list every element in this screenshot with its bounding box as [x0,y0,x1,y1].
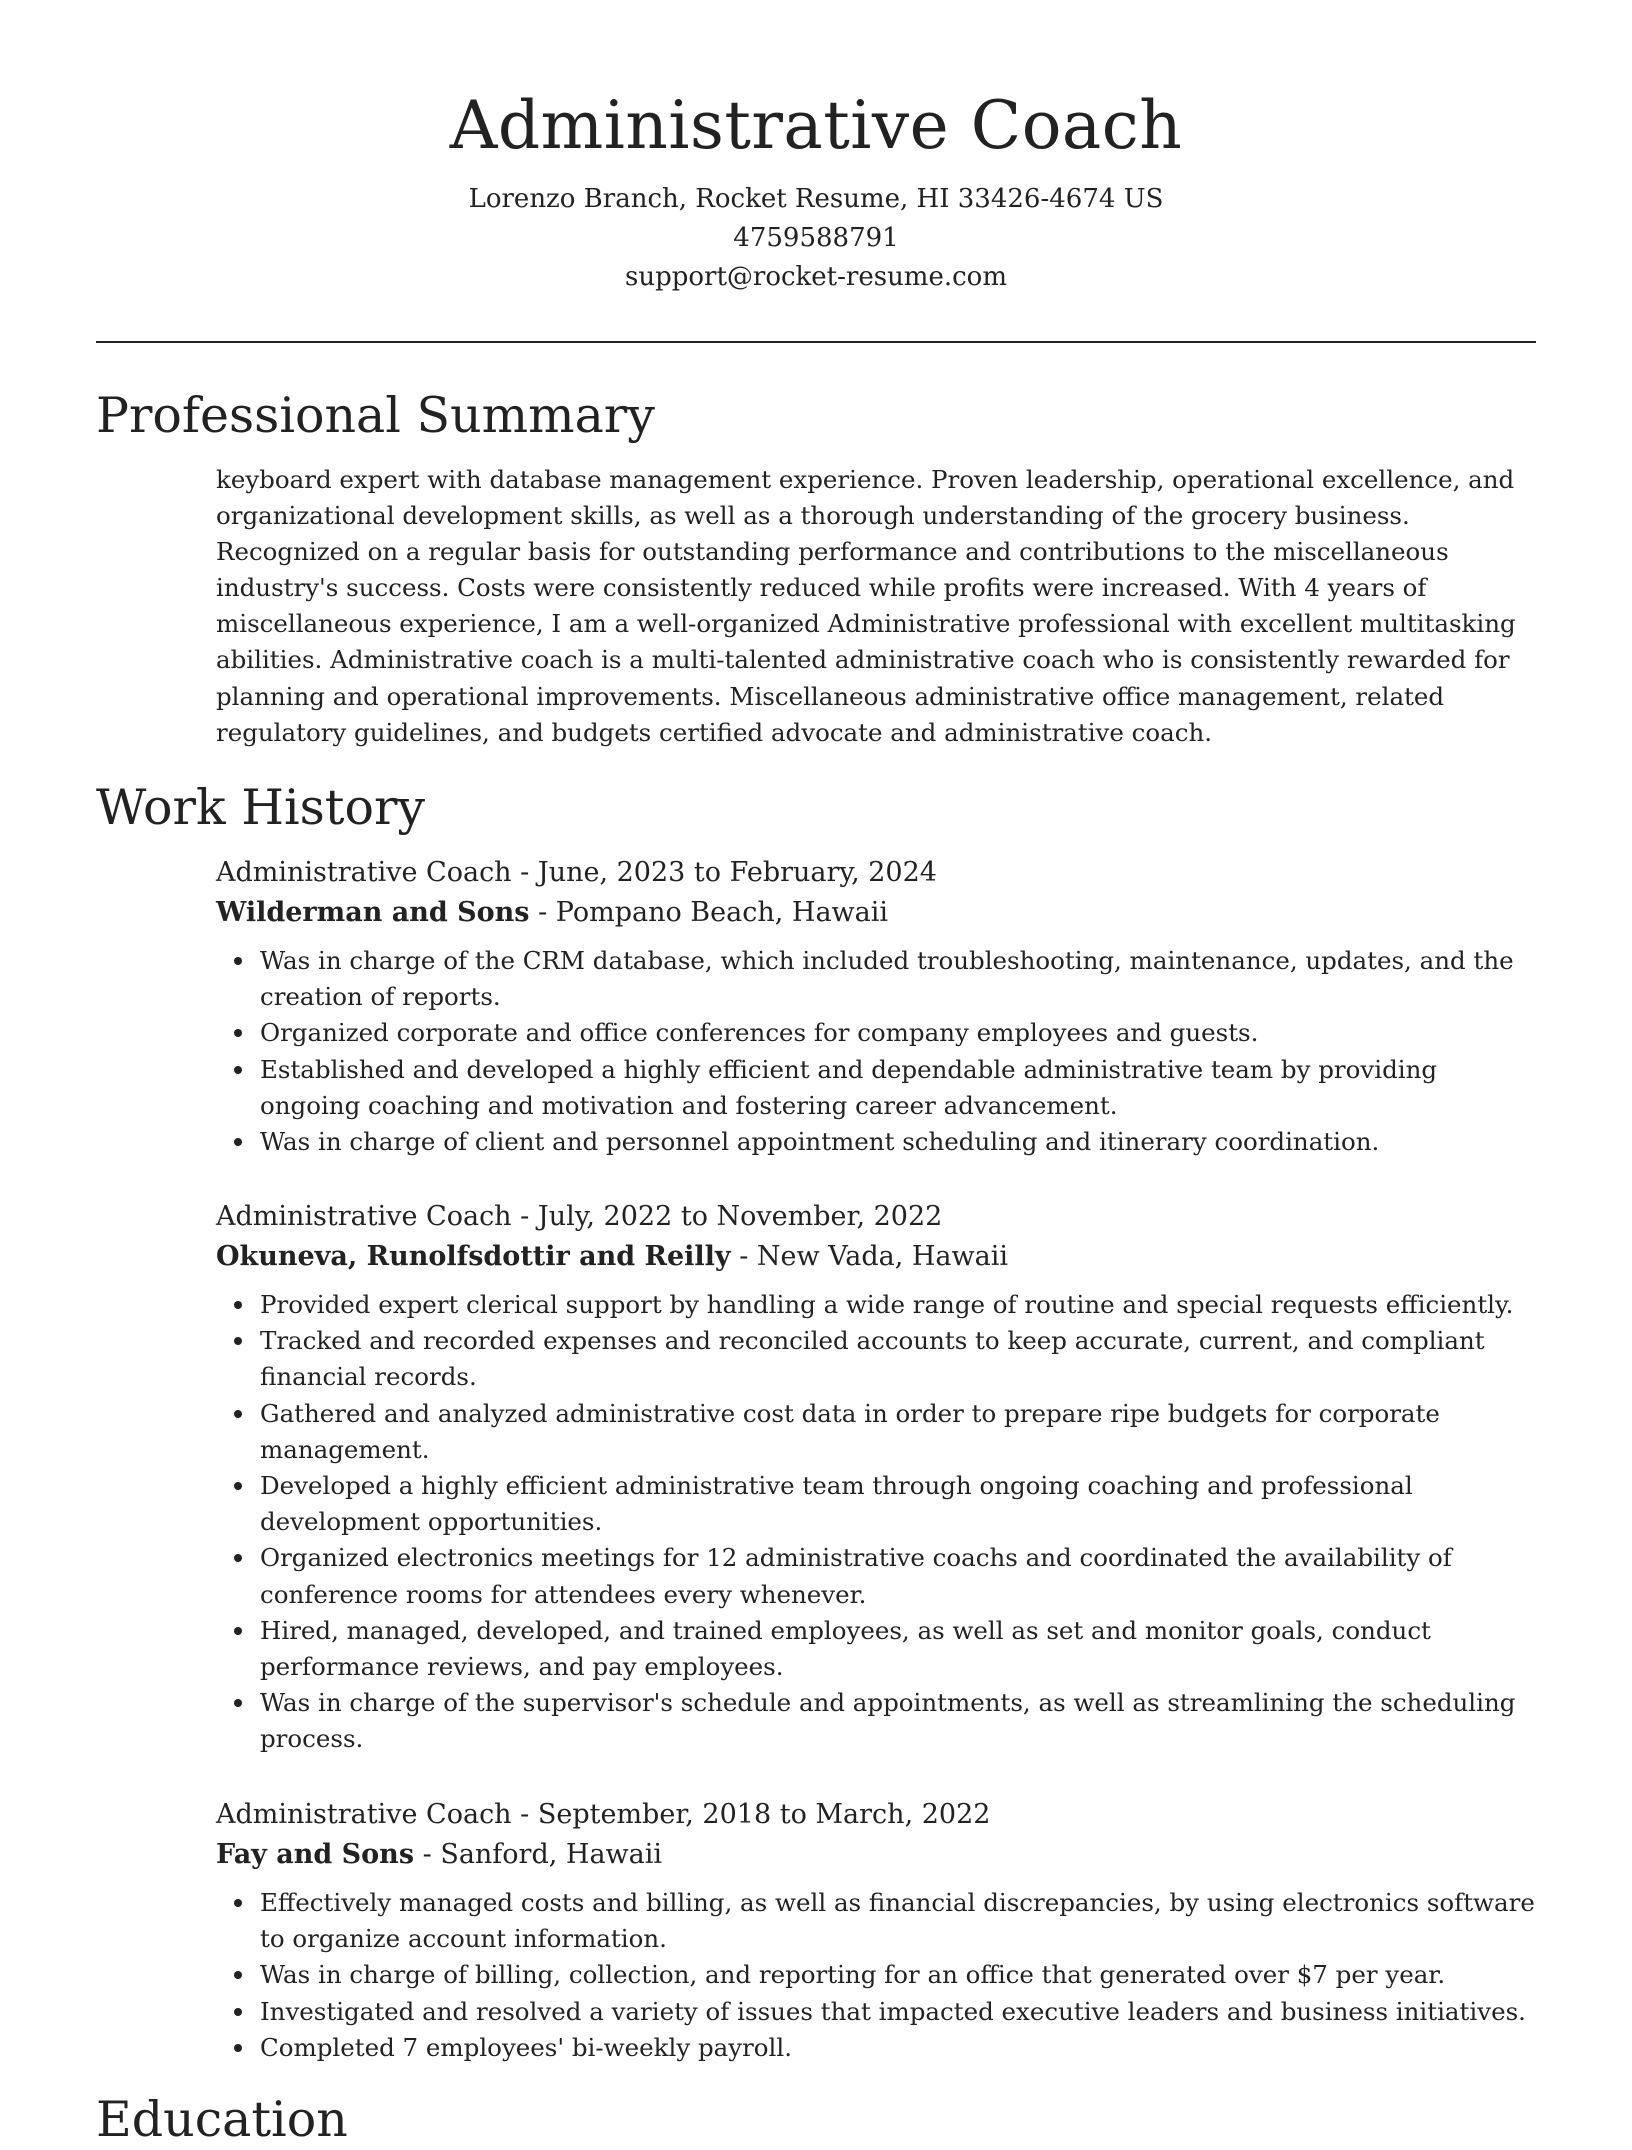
job-bullet: Organized corporate and office conferences for company employees and guests. [260,1015,1540,1051]
job-company-line [216,1237,1540,1277]
job-company: Wilderman and Sons [216,897,530,928]
candidate-name: Administrative Coach [449,87,1183,164]
job-title: Administrative Coach [216,1799,512,1830]
job-bullet: Effectively managed costs and billing, as well as financial discrepancies, by using electronics software to organize account information. [260,1885,1540,1957]
summary-text: keyboard expert with database management experience. Proven leadership, operational excellence, and organizational development skills, as well as a thorough understanding of the grocery business. Recognized on a regular basis for outstanding performance and contributions to the miscellaneous industry's success. Costs were consistently reduced while profits were increased. With 4 years of miscellaneous experience, I am a well-organized Administrative professional with excellent multitasking abilities. Administrative coach is a multi-talented administrative coach who is consistently rewarded for planning and operational improvements. Miscellaneous administrative office management, related regulatory guidelines, and budgets certified advocate and administrative coach. [216,465,1516,747]
job-dates: - July, 2022 to November, 2022 [511,1201,943,1232]
job-bullets [216,943,1540,1160]
job-entry [216,1795,1540,2066]
job-bullet: Hired, managed, developed, and trained employees, as well as set and monitor goals, conduct performance reviews, and pay employees. [260,1613,1540,1685]
contact-phone: 4759588791 [733,223,899,253]
section-title-work-history: Work History [96,779,426,836]
job-location: - New Vada, Hawaii [730,1241,1008,1272]
job-bullet: Was in charge of billing, collection, and reporting for an office that generated over $7 per year. [260,1957,1540,1993]
job-company-line [216,1835,1540,1875]
job-bullet: Developed a highly efficient administrative team through ongoing coaching and professional development opportunities. [260,1468,1540,1540]
job-bullet: Investigated and resolved a variety of issues that impacted executive leaders and business initiatives. [260,1994,1540,2030]
header-divider [96,341,1536,343]
job-company: Fay and Sons [216,1839,415,1870]
job-location: - Sanford, Hawaii [414,1839,663,1870]
job-title-line [216,853,1540,893]
job-bullet: Established and developed a highly efficient and dependable administrative team by providing ongoing coaching and motivation and fostering career advancement. [260,1052,1540,1124]
resume-header [96,80,1536,297]
job-bullet: Provided expert clerical support by handling a wide range of routine and special requests efficiently. [260,1287,1540,1323]
job-entry [216,853,1540,1160]
contact-address: Lorenzo Branch, Rocket Resume, HI 33426-4674 US [468,184,1164,214]
job-bullets [216,1287,1540,1758]
section-title-professional-summary: Professional Summary [96,387,655,444]
job-bullet: Was in charge of the supervisor's schedule and appointments, as well as streamlining the scheduling process. [260,1685,1540,1757]
section-title-education: Education [96,2091,348,2148]
job-bullet: Gathered and analyzed administrative cost data in order to prepare ripe budgets for corporate management. [260,1396,1540,1468]
job-dates: - September, 2018 to March, 2022 [511,1799,991,1830]
job-location: - Pompano Beach, Hawaii [529,897,889,928]
job-company-line [216,893,1540,933]
job-bullet: Tracked and recorded expenses and reconciled accounts to keep accurate, current, and compliant financial records. [260,1323,1540,1395]
job-title-line [216,1197,1540,1237]
job-entry [216,1197,1540,1758]
job-title: Administrative Coach [216,1201,512,1232]
job-bullet: Completed 7 employees' bi-weekly payroll. [260,2030,1540,2066]
job-bullets [216,1885,1540,2066]
job-company: Okuneva, Runolfsdottir and Reilly [216,1241,731,1272]
job-bullet: Was in charge of the CRM database, which included troubleshooting, maintenance, updates, and the creation of reports. [260,943,1540,1015]
job-title: Administrative Coach [216,857,512,888]
job-title-line [216,1795,1540,1835]
job-bullet: Was in charge of client and personnel appointment scheduling and itinerary coordination. [260,1124,1540,1160]
contact-email: support@rocket-resume.com [624,262,1007,292]
job-dates: - June, 2023 to February, 2024 [511,857,937,888]
job-bullet: Organized electronics meetings for 12 administrative coachs and coordinated the availability of conference rooms for attendees every whenever. [260,1540,1540,1612]
